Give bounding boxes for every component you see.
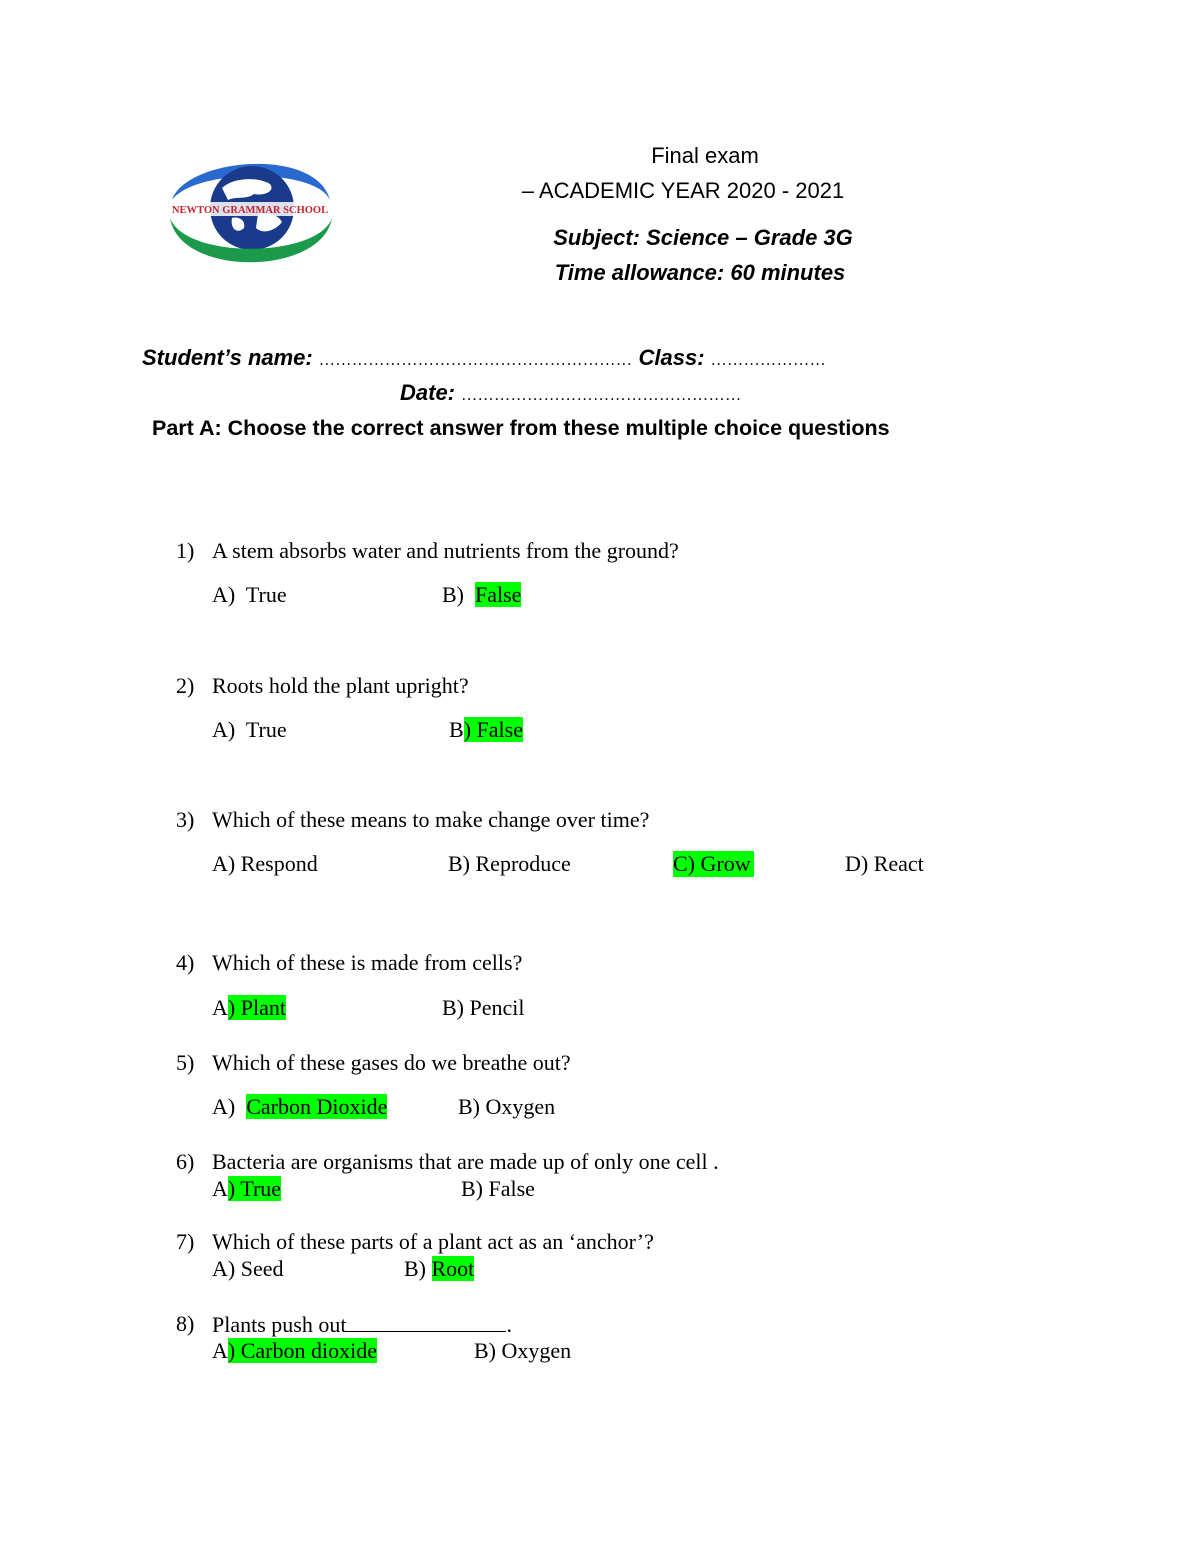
question-number: 1): [176, 538, 195, 563]
option-a-text-highlighted: Carbon Dioxide: [246, 1094, 388, 1119]
date-field[interactable]: ……………………………………………: [461, 387, 742, 404]
option-a-text: True: [245, 582, 287, 607]
question-text: Which of these parts of a plant act as an ‘anchor’?: [212, 1229, 654, 1254]
option-b-prefix: B: [449, 717, 464, 742]
option-a-text-highlighted: ) True: [227, 1176, 282, 1201]
option-b-prefix: B): [442, 582, 464, 607]
question-text: Which of these is made from cells?: [212, 950, 523, 975]
option-a[interactable]: A) Respond: [212, 851, 318, 876]
option-b-prefix: B): [404, 1256, 426, 1281]
time-allowance: Time allowance: 60 minutes: [554, 260, 846, 285]
question-text: Bacteria are organisms that are made up of only one cell .: [212, 1149, 719, 1174]
school-logo-graphic: [166, 148, 334, 270]
subject-line: Subject: Science – Grade 3G: [553, 225, 853, 250]
option-a-text: True: [245, 717, 287, 742]
option-a[interactable]: [212, 582, 287, 608]
exam-title: Final exam: [651, 143, 759, 168]
option-a-text-highlighted: ) Carbon dioxide: [227, 1338, 377, 1363]
question-text: Which of these means to make change over time?: [212, 807, 650, 832]
question-text-with-blank: [212, 1311, 512, 1338]
student-name-field[interactable]: …………………………………………………: [318, 352, 633, 369]
option-a-prefix: A): [212, 1094, 236, 1119]
option-a-prefix: A): [212, 717, 236, 742]
part-a-title: Part A: Choose the correct answer from these multiple choice questions: [152, 416, 890, 440]
option-b-text-highlighted: False: [475, 582, 522, 607]
question-number: 4): [176, 950, 195, 975]
question-text: Roots hold the plant upright?: [212, 673, 469, 698]
option-a[interactable]: [212, 717, 287, 743]
option-b-text-highlighted: ) False: [463, 717, 523, 742]
student-name-row: [142, 345, 826, 371]
academic-year: – ACADEMIC YEAR 2020 - 2021: [521, 178, 845, 203]
option-a-prefix: A): [212, 582, 236, 607]
option-a-prefix: A: [212, 1176, 228, 1201]
answer-blank[interactable]: [346, 1311, 506, 1332]
option-b[interactable]: [442, 582, 521, 608]
option-b[interactable]: B) Reproduce: [448, 851, 571, 876]
date-label: Date:: [400, 380, 456, 405]
question-text-end: .: [506, 1312, 512, 1337]
option-a-prefix: A: [212, 995, 228, 1020]
logo-school-name: NEWTON GRAMMAR SCHOOL: [171, 205, 329, 216]
option-b[interactable]: B) Oxygen: [458, 1094, 556, 1119]
option-b[interactable]: [404, 1256, 474, 1282]
option-b-text-highlighted: Root: [431, 1256, 475, 1281]
school-logo: [166, 148, 334, 270]
date-row: [400, 380, 742, 406]
option-b[interactable]: B) False: [461, 1176, 535, 1201]
class-label: Class:: [638, 345, 705, 370]
option-a[interactable]: [212, 1176, 281, 1202]
option-b[interactable]: [449, 717, 523, 743]
option-b[interactable]: B) Oxygen: [474, 1338, 572, 1363]
option-a[interactable]: [212, 1338, 377, 1364]
question-number: 8): [176, 1311, 195, 1336]
option-a[interactable]: [212, 995, 286, 1021]
question-text: Plants push out: [212, 1312, 347, 1337]
option-d[interactable]: D) React: [845, 851, 924, 876]
question-text: A stem absorbs water and nutrients from the ground?: [212, 538, 679, 563]
question-number: 7): [176, 1229, 195, 1254]
student-name-label: Student’s name:: [142, 345, 313, 370]
question-text: Which of these gases do we breathe out?: [212, 1050, 571, 1075]
question-number: 2): [176, 673, 195, 698]
class-field[interactable]: …………………: [710, 352, 827, 369]
question-number: 5): [176, 1050, 195, 1075]
question-number: 6): [176, 1149, 195, 1174]
option-c-highlighted[interactable]: C) Grow: [673, 851, 754, 877]
option-b[interactable]: B) Pencil: [442, 995, 525, 1020]
option-a-text-highlighted: ) Plant: [227, 995, 286, 1020]
option-a[interactable]: [212, 1094, 387, 1120]
question-number: 3): [176, 807, 195, 832]
option-a[interactable]: A) Seed: [212, 1256, 284, 1281]
option-a-prefix: A: [212, 1338, 228, 1363]
